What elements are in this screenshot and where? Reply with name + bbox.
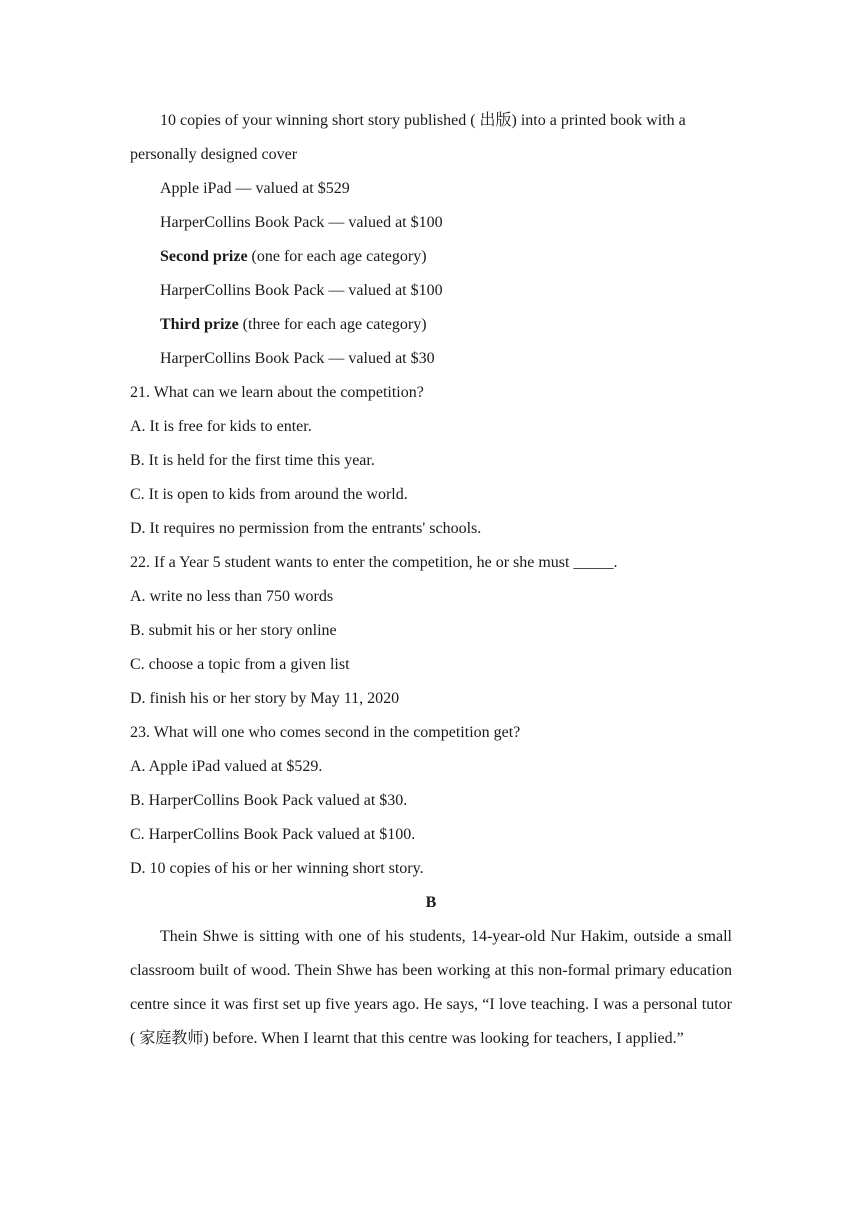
section-b-paragraph: Thein Shwe is sitting with one of his students, 14-year-old Nur Hakim, outside a small classroom built of wood. Thein Shwe has been working at this non-formal primary education centre since it was first set up five years ago. He says, “I love teaching. I was a personal tutor ( 家庭教师) before. When I learnt that this centre was looking for teachers, I applied.”	[130, 928, 732, 1047]
question-22-option-c: C. choose a topic from a given list	[130, 656, 350, 673]
prize-item-book-copies: 10 copies of your winning short story published ( 出版) into a printed book with a personally designed cover	[130, 112, 686, 163]
third-prize-item: HarperCollins Book Pack — valued at $30	[160, 350, 435, 367]
question-23-option-a: A. Apple iPad valued at $529.	[130, 758, 323, 775]
question-21-option-a: A. It is free for kids to enter.	[130, 418, 312, 435]
third-prize-heading	[130, 308, 732, 342]
second-prize-title: Second prize	[160, 248, 248, 265]
question-23-option-c: C. HarperCollins Book Pack valued at $100.	[130, 826, 416, 843]
second-prize-heading	[130, 240, 732, 274]
second-prize-item: HarperCollins Book Pack — valued at $100	[160, 282, 443, 299]
question-22-option-d: D. finish his or her story by May 11, 2020	[130, 690, 400, 707]
prize-item-book-pack-100: HarperCollins Book Pack — valued at $100	[160, 214, 443, 231]
section-b-heading: B	[425, 894, 437, 911]
question-23-option-d: D. 10 copies of his or her winning short story.	[130, 860, 424, 877]
question-21-option-c: C. It is open to kids from around the world.	[130, 486, 408, 503]
question-21-option-d: D. It requires no permission from the entrants' schools.	[130, 520, 482, 537]
document-content	[130, 104, 732, 1056]
question-23-option-b: B. HarperCollins Book Pack valued at $30.	[130, 792, 408, 809]
question-21-option-b: B. It is held for the first time this year.	[130, 452, 375, 469]
question-22-option-b: B. submit his or her story online	[130, 622, 337, 639]
second-prize-note: (one for each age category)	[247, 248, 427, 265]
third-prize-title: Third prize	[160, 316, 239, 333]
question-22-option-a: A. write no less than 750 words	[130, 588, 334, 605]
question-23: 23. What will one who comes second in the competition get?	[130, 724, 521, 741]
prize-item-ipad: Apple iPad — valued at $529	[160, 180, 350, 197]
question-21: 21. What can we learn about the competition?	[130, 384, 424, 401]
third-prize-note: (three for each age category)	[238, 316, 427, 333]
question-22: 22. If a Year 5 student wants to enter the competition, he or she must _____.	[130, 554, 618, 571]
